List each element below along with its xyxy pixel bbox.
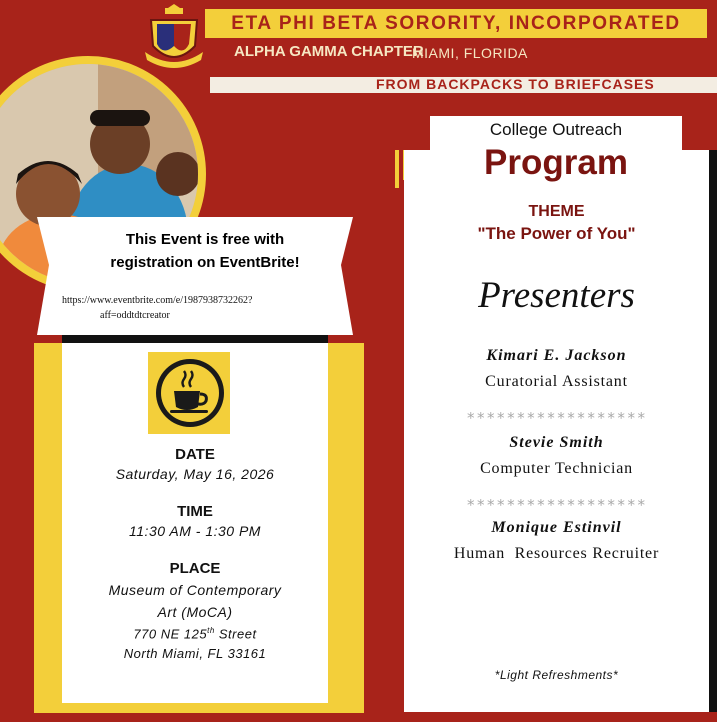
chapter-name: ALPHA GAMMA CHAPTER [234, 43, 424, 60]
time-label: TIME [177, 503, 213, 520]
presenter-role: Computer Technician [480, 460, 633, 477]
eventbrite-url-line-1: https://www.eventbrite.com/e/1987938732262? [62, 295, 253, 306]
date-value: Saturday, May 16, 2026 [115, 466, 275, 482]
registration-line-1: This Event is free with [125, 231, 285, 248]
refreshments-note: *Light Refreshments* [494, 668, 619, 682]
presenter-name: Monique Estinvil [491, 519, 622, 536]
place-name-line-2: Art (MoCA) [157, 604, 233, 620]
registration-line-2: registration on EventBrite! [110, 254, 300, 271]
street-name: Street [214, 626, 257, 642]
organization-name: ETA PHI BETA SORORITY, INCORPORATED [231, 13, 681, 34]
date-label: DATE [175, 446, 215, 463]
presenter-separator: ****************** [466, 409, 647, 427]
registration-notice [60, 228, 350, 274]
program-subtitle: College Outreach [489, 120, 623, 139]
theme-label: THEME [528, 203, 585, 220]
presenter-role: Human Resources Recruiter [453, 545, 660, 562]
presenter-name: Kimari E. Jackson [486, 347, 627, 364]
presenter-name: Stevie Smith [509, 434, 604, 451]
city-state-zip: North Miami, FL 33161 [123, 646, 267, 661]
presenter-separator: ****************** [466, 496, 647, 514]
street-number: 770 NE 125 [133, 626, 208, 642]
sorority-crest-icon [143, 2, 205, 74]
eventbrite-link[interactable] [62, 293, 347, 323]
place-name-line-1: Museum of Contemporary [108, 582, 282, 598]
card-divider [62, 335, 328, 343]
time-value: 11:30 AM - 1:30 PM [129, 523, 261, 539]
eventbrite-url-line-2: aff=oddtdtcreator [100, 310, 170, 321]
slogan: FROM BACKPACKS TO BRIEFCASES [376, 76, 655, 92]
theme-value: "The Power of You" [477, 224, 636, 243]
place-label: PLACE [169, 560, 221, 577]
street-ordinal: th [207, 626, 215, 635]
street-address [62, 626, 328, 641]
chapter-location: MIAMI, FLORIDA [412, 45, 528, 61]
coffee-cup-icon [154, 357, 226, 429]
program-card-shadow [709, 150, 717, 712]
presenter-role: Curatorial Assistant [485, 373, 628, 390]
presenters-heading: Presenters [478, 275, 635, 316]
program-title: Program [484, 143, 628, 182]
